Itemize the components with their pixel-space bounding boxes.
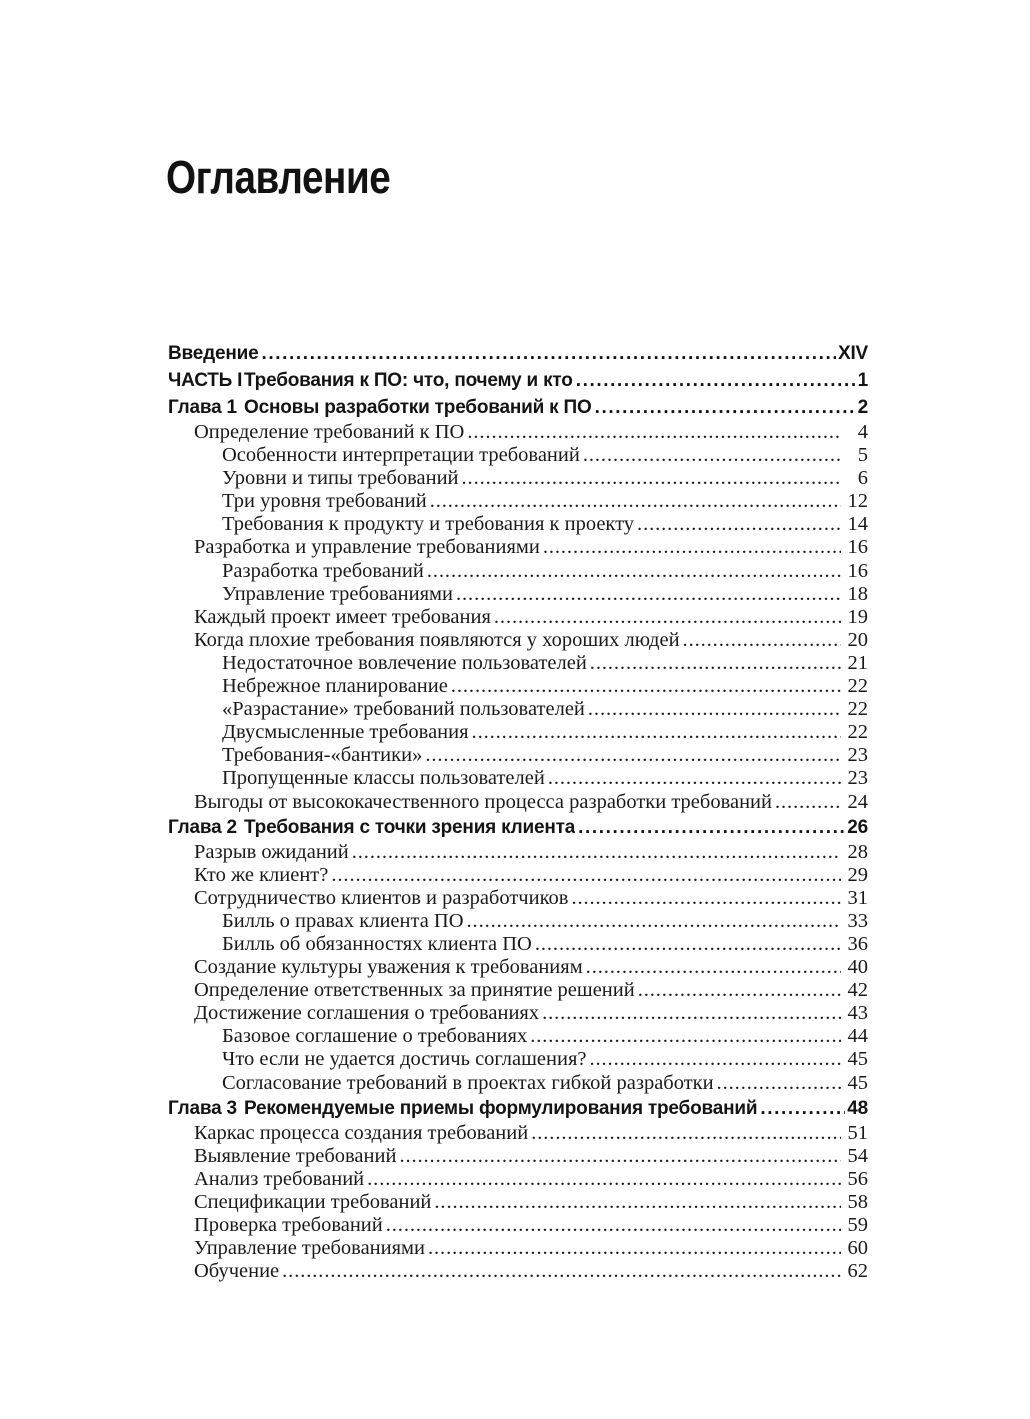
dot-leader — [491, 606, 841, 629]
page-number: 54 — [847, 1144, 868, 1167]
toc-entry-title: Анализ требований — [194, 1167, 365, 1190]
toc-entry-title: Три уровня требований — [222, 490, 427, 513]
toc-entry-title: Особенности интерпретации требований — [222, 444, 580, 467]
toc-entry-title: Достижение соглашения о требованиях — [194, 1002, 540, 1025]
dot-leader — [279, 1260, 841, 1283]
dot-leader — [425, 1237, 841, 1260]
page-number: 5 — [857, 444, 868, 467]
toc-entry-title: Рекомендуемые приемы формулирования требований — [244, 1097, 758, 1119]
toc-entry-title: Разработка и управление требованиями — [194, 536, 540, 559]
toc-row — [168, 956, 868, 979]
page-number: 44 — [847, 1025, 868, 1048]
page-number: 58 — [847, 1190, 868, 1213]
dot-leader — [583, 956, 841, 979]
page-number: 14 — [847, 513, 868, 536]
toc-entry-title: Основы разработки требований к ПО — [244, 397, 592, 418]
page-number: 29 — [847, 863, 868, 886]
page-number: 24 — [847, 790, 868, 813]
toc-label: Введение — [168, 343, 259, 364]
toc-label: ЧАСТЬ I — [168, 370, 243, 391]
dot-leader — [328, 864, 841, 887]
dot-leader — [527, 1025, 841, 1048]
page-number: 62 — [847, 1260, 868, 1283]
page-number: 48 — [847, 1097, 868, 1119]
dot-leader — [772, 791, 841, 814]
page-number: 23 — [847, 744, 868, 767]
dot-leader — [464, 910, 841, 933]
page-number: 36 — [847, 932, 868, 955]
toc-row — [168, 721, 868, 744]
toc-row — [168, 606, 868, 629]
toc-entry-title: Управление требованиями — [194, 1237, 425, 1260]
toc-row — [168, 864, 868, 887]
toc-row — [168, 652, 868, 675]
toc-label: Глава 1 — [168, 397, 237, 418]
toc-row — [168, 1025, 868, 1048]
toc-row — [168, 421, 868, 444]
toc-row — [168, 444, 868, 467]
dot-leader — [459, 467, 841, 490]
toc-entry-title: Пропущенные классы пользователей — [222, 767, 545, 790]
toc-row — [168, 490, 868, 513]
page-number: 45 — [847, 1048, 868, 1071]
dot-leader — [714, 1072, 841, 1095]
toc-row — [168, 979, 868, 1002]
toc-entry-title: Небрежное планирование — [222, 675, 448, 698]
page-number: 1 — [857, 370, 868, 391]
toc-entry-title: Разрыв ожиданий — [194, 840, 349, 863]
toc-row — [168, 841, 868, 864]
toc-entry-title: Недостаточное вовлечение пользователей — [222, 651, 587, 674]
toc-entry-title: Уровни и типы требований — [222, 467, 459, 490]
page-number: 4 — [857, 421, 868, 443]
toc-entry-title: Определение ответственных за принятие решений — [194, 979, 635, 1002]
page-number: 20 — [847, 628, 868, 651]
toc-entry-title: Требования-«бантики» — [222, 744, 423, 767]
toc-row — [168, 1260, 868, 1283]
dot-leader — [422, 744, 841, 767]
page-number: 45 — [847, 1071, 868, 1094]
dot-leader — [586, 1048, 841, 1071]
page-title: Оглавление — [166, 151, 391, 203]
page-number: 60 — [847, 1237, 868, 1260]
toc-entry-title: Проверка требований — [194, 1214, 383, 1236]
toc-row — [168, 560, 868, 583]
dot-leader — [634, 513, 841, 536]
page-number: 59 — [847, 1214, 868, 1236]
toc-entry-title: Когда плохие требования появляются у хороших людей — [194, 628, 680, 651]
toc-entry-title: Билль о правах клиента ПО — [222, 909, 464, 932]
toc-list — [168, 340, 868, 1283]
page-number: 51 — [847, 1121, 868, 1144]
toc-entry-title: Создание культуры уважения к требованиям — [194, 956, 583, 979]
toc-row — [168, 1168, 868, 1191]
toc-row — [168, 1191, 868, 1214]
dot-leader — [575, 814, 845, 841]
toc-label: Глава 2 — [168, 816, 237, 838]
toc-entry-title: Выгоды от высококачественного процесса разработки требований — [194, 790, 772, 813]
page-number: 33 — [847, 909, 868, 932]
page-number: 26 — [847, 816, 868, 838]
toc-entry-title: Согласование требований в проектах гибкой разработки — [222, 1071, 714, 1094]
page-number: 43 — [847, 1002, 868, 1025]
toc-entry-title: Требования с точки зрения клиента — [244, 816, 576, 838]
toc-entry-title: Требования к ПО: что, почему и кто — [244, 370, 573, 391]
dot-leader — [464, 421, 841, 444]
page-number: 22 — [847, 721, 868, 744]
toc-row — [168, 887, 868, 910]
toc-entry-title: Двусмысленные требования — [222, 721, 469, 744]
toc-row — [168, 340, 868, 367]
toc-row — [168, 767, 868, 790]
toc-entry-title: Спецификации требований — [194, 1190, 432, 1213]
page-number: 16 — [847, 559, 868, 582]
toc-row — [168, 394, 868, 421]
page-number: 22 — [847, 698, 868, 721]
toc-entry-title: Базовое соглашение о требованиях — [222, 1025, 528, 1048]
dot-leader — [448, 675, 841, 698]
toc-entry-title: «Разрастание» требований пользователей — [222, 698, 585, 721]
toc-row — [168, 1145, 868, 1168]
toc-row — [168, 814, 868, 841]
toc-row — [168, 1002, 868, 1025]
toc-entry-title: Сотрудничество клиентов и разработчиков — [194, 886, 569, 909]
toc-row — [168, 1122, 868, 1145]
toc-entry-title: Билль об обязанностях клиента ПО — [222, 932, 532, 955]
toc-entry-title: Что если не удается достичь соглашения? — [222, 1048, 587, 1071]
page-number: 28 — [847, 840, 868, 863]
dot-leader — [349, 841, 841, 864]
toc-entry-title: Определение требований к ПО — [194, 421, 465, 443]
dot-leader — [573, 367, 856, 394]
toc-entry-title: Кто же клиент? — [194, 863, 329, 886]
toc-row — [168, 513, 868, 536]
toc-row — [168, 1237, 868, 1260]
dot-leader — [258, 340, 836, 367]
toc-row — [168, 698, 868, 721]
dot-leader — [364, 1168, 841, 1191]
toc-row — [168, 744, 868, 767]
toc-entry-title: Каркас процесса создания требований — [194, 1121, 529, 1144]
page-number: 12 — [847, 490, 868, 513]
dot-leader — [680, 629, 841, 652]
dot-leader — [424, 560, 841, 583]
page-number: 19 — [847, 605, 868, 628]
toc-row — [168, 1095, 868, 1122]
toc-row — [168, 629, 868, 652]
dot-leader — [585, 698, 841, 721]
dot-leader — [757, 1095, 845, 1122]
dot-leader — [580, 444, 841, 467]
page-number: 2 — [857, 397, 868, 418]
toc-row — [168, 1048, 868, 1071]
toc-entry-title: Управление требованиями — [222, 582, 453, 605]
toc-entry-title: Выявление требований — [194, 1144, 397, 1167]
toc-row — [168, 367, 868, 394]
toc-entry-title: Разработка требований — [222, 559, 424, 582]
toc-entry-title: Требования к продукту и требования к проекту — [222, 513, 635, 536]
dot-leader — [469, 721, 841, 744]
toc-row — [168, 536, 868, 559]
dot-leader — [528, 1122, 841, 1145]
dot-leader — [635, 979, 841, 1002]
dot-leader — [427, 490, 841, 513]
toc-row — [168, 791, 868, 814]
dot-leader — [383, 1214, 841, 1237]
dot-leader — [587, 652, 841, 675]
page-number: 23 — [847, 767, 868, 790]
dot-leader — [396, 1145, 841, 1168]
toc-entry-title: Обучение — [194, 1260, 280, 1283]
dot-leader — [453, 583, 841, 606]
page-number: 6 — [857, 467, 868, 490]
toc-row — [168, 1214, 868, 1237]
page-number: 16 — [847, 536, 868, 559]
toc-row — [168, 675, 868, 698]
toc-row — [168, 933, 868, 956]
dot-leader — [540, 536, 841, 559]
page-number: 42 — [847, 979, 868, 1002]
page-number: 31 — [847, 886, 868, 909]
page-number: 40 — [847, 956, 868, 979]
page-number: 56 — [847, 1167, 868, 1190]
toc-entry-title: Каждый проект имеет требования — [194, 605, 491, 628]
page-number: 22 — [847, 675, 868, 698]
page-number: XIV — [837, 343, 868, 364]
toc-row — [168, 910, 868, 933]
dot-leader — [532, 933, 841, 956]
page-number: 18 — [847, 582, 868, 605]
toc-row — [168, 467, 868, 490]
dot-leader — [545, 767, 841, 790]
dot-leader — [592, 394, 856, 421]
toc-label: Глава 3 — [168, 1097, 237, 1119]
toc-row — [168, 583, 868, 606]
dot-leader — [431, 1191, 841, 1214]
dot-leader — [539, 1002, 841, 1025]
page-number: 21 — [847, 651, 868, 674]
dot-leader — [568, 887, 841, 910]
toc-row — [168, 1072, 868, 1095]
